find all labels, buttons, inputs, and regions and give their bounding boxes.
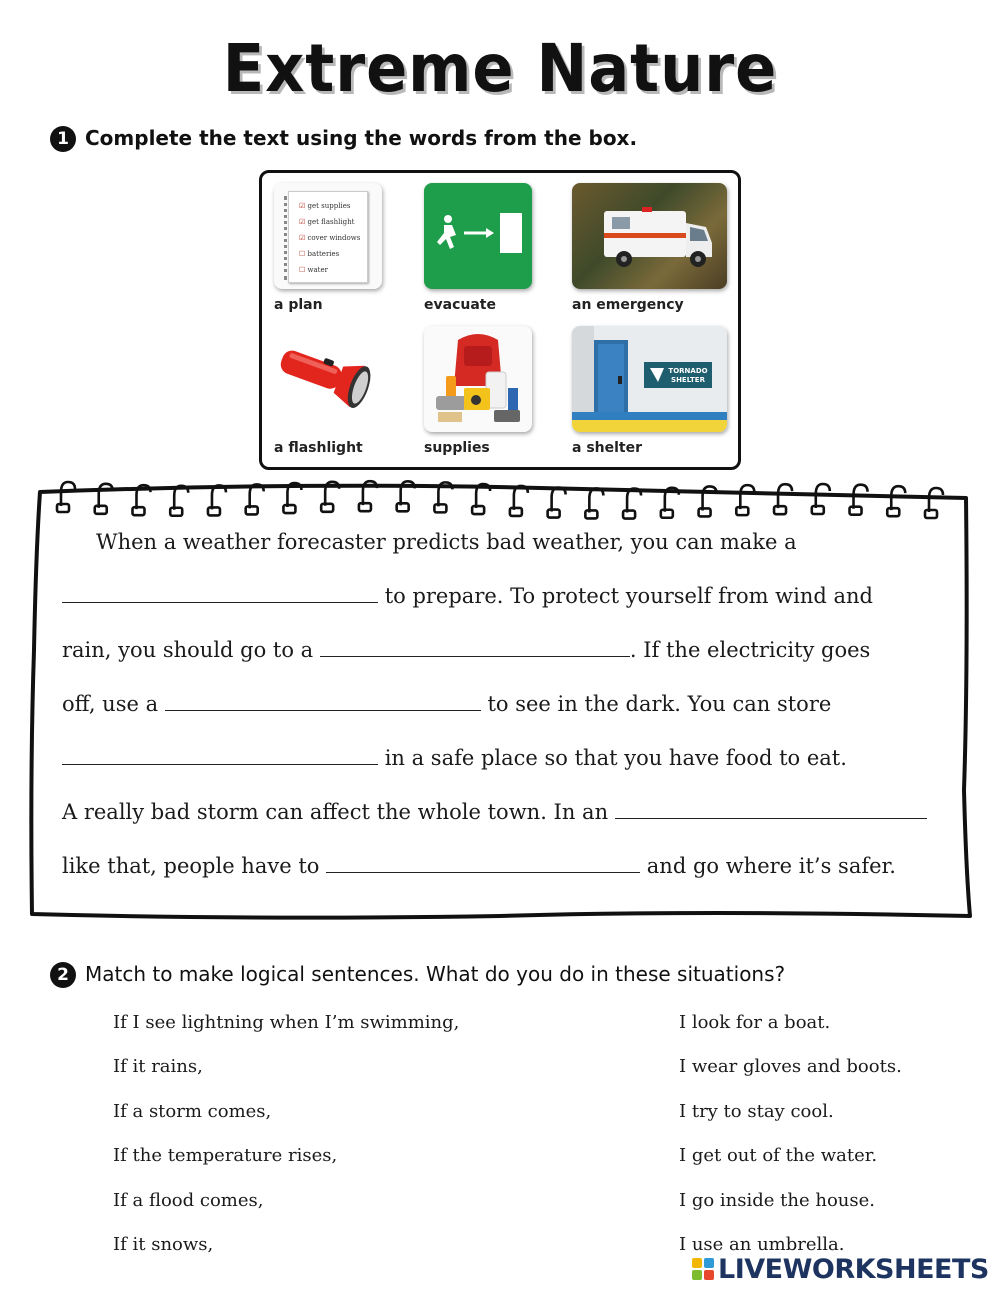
spiral-ring [778,484,792,508]
instruction-1: Complete the text using the words from the box. [85,126,638,150]
spiral-hole [95,506,107,514]
checklist-item: get flashlight [307,218,355,226]
spiral-hole [472,506,484,514]
liveworksheets-logo [692,1253,989,1285]
logo-icon [692,1258,714,1280]
spiral-hole [208,507,220,515]
spiral-hole [321,504,333,512]
spiral-hole [510,508,522,516]
text-line-3 [62,638,870,662]
match-left-6[interactable]: If it snows, [113,1234,214,1255]
logo-square [704,1270,714,1280]
match-right-4[interactable]: I get out of the water. [679,1145,878,1166]
supplies-icon [424,326,532,432]
word-label: supplies [424,440,490,456]
spiral-ring [589,488,603,512]
spiral-ring [61,482,75,506]
shelter-icon [572,326,727,432]
match-left-2[interactable]: If it rains, [113,1056,203,1077]
spiral-hole [661,510,673,518]
word-card-emergency [572,183,732,313]
text-segment: to see in the dark. You can store [487,692,832,716]
logo-square [692,1258,702,1268]
spiral-hole [774,506,786,514]
match-left-4[interactable]: If the temperature rises, [113,1145,338,1166]
checklist-item: get supplies [307,202,351,210]
text-line-7 [62,854,896,878]
text-line-6 [62,800,927,824]
spiral-hole [283,505,295,513]
text-segment: off, use a [62,692,159,716]
text-segment: When a weather forecaster predicts bad weather, you can make a [96,530,797,554]
spiral-hole [359,503,371,511]
spiral-hole [812,506,824,514]
word-label: evacuate [424,297,496,313]
question-number-1: 1 [50,126,76,152]
word-label: a shelter [572,440,643,456]
blank-6[interactable] [326,855,640,873]
spiral-hole [585,510,597,518]
spiral-hole [850,507,862,515]
spiral-hole [246,506,258,514]
instruction-2: Match to make logical sentences. What do you do in these situations? [85,962,786,986]
logo-square [692,1270,702,1280]
spiral-hole [623,511,635,519]
spiral-hole [548,510,560,518]
spiral-hole [736,507,748,515]
question-number-2: 2 [50,962,76,988]
match-right-6[interactable]: I use an umbrella. [679,1234,845,1255]
match-right-5[interactable]: I go inside the house. [679,1190,875,1211]
checklist-icon: ☑ get supplies ☑ get flashlight ☑ cover windows ☐ batteries ☐ water [274,183,382,289]
checklist-item: cover windows [307,234,361,242]
text-line-1 [96,530,797,554]
text-segment: to prepare. To protect yourself from wind and [384,584,873,608]
spiral-ring [212,485,226,509]
text-line-4 [62,692,831,716]
spiral-hole [132,507,144,515]
blank-1[interactable] [62,585,378,603]
match-left-5[interactable]: If a flood comes, [113,1190,264,1211]
match-left-1[interactable]: If I see lightning when I’m swimming, [113,1012,460,1033]
match-right-1[interactable]: I look for a boat. [679,1012,831,1033]
word-card-plan [274,183,434,313]
blank-5[interactable] [615,801,927,819]
spiral-hole [699,508,711,516]
word-box [259,170,741,470]
text-segment: like that, people have to [62,854,320,878]
spiral-ring [740,485,754,509]
text-segment: . If the electricity goes [629,638,871,662]
text-segment: and go where it’s safer. [646,854,896,878]
exit-sign-icon [424,183,532,289]
match-right-2[interactable]: I wear gloves and boots. [679,1056,902,1077]
blank-2[interactable] [320,639,630,657]
ambulance-icon [572,183,727,289]
text-line-2 [62,584,873,608]
spiral-hole [397,503,409,511]
spiral-hole [170,508,182,516]
logo-square [704,1258,714,1268]
match-left-3[interactable]: If a storm comes, [113,1101,272,1122]
text-line-5 [62,746,847,770]
logo-text: LIVEWORKSHEETS [718,1253,989,1285]
word-card-supplies [424,326,584,456]
word-label: a plan [274,297,323,313]
word-label: a flashlight [274,440,363,456]
flashlight-icon [274,326,382,432]
word-card-flashlight [274,326,434,456]
shelter-sign-line: TORNADO [668,367,708,375]
spiral-hole [57,504,69,512]
word-label: an emergency [572,297,684,313]
spiral-hole [887,508,899,516]
blank-3[interactable] [165,693,481,711]
spiral-hole [925,510,937,518]
checklist-item: water [307,266,328,274]
spiral-ring [929,488,943,512]
text-segment: in a safe place so that you have food to eat. [384,746,847,770]
word-card-evacuate [424,183,584,313]
shelter-sign-line: SHELTER [671,376,705,384]
spiral-ring [552,488,566,512]
text-segment: A really bad storm can affect the whole town. In an [62,800,609,824]
checklist-item: batteries [307,250,340,258]
match-right-3[interactable]: I try to stay cool. [679,1101,834,1122]
spiral-ring [99,484,113,508]
word-card-shelter [572,326,732,456]
spiral-hole [434,504,446,512]
text-segment: rain, you should go to a [62,638,314,662]
blank-4[interactable] [62,747,378,765]
page-title: Extreme Nature [222,30,778,107]
